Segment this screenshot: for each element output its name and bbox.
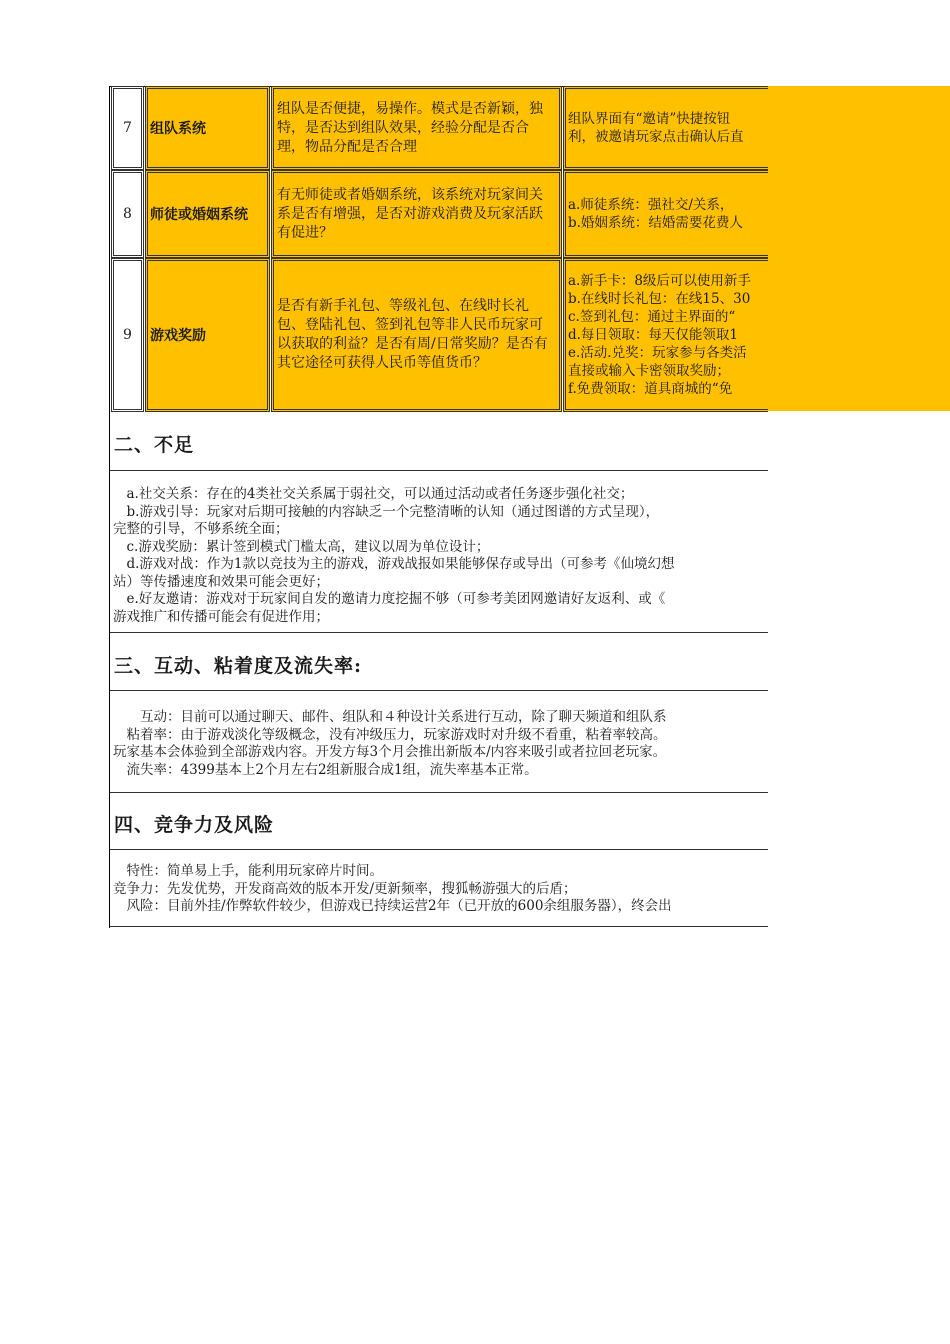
section-divider xyxy=(110,690,768,691)
paragraph-line: 风险：目前外挂/作弊软件较少，但游戏已持续运营2年（已开放的600余组服务器），终会出 xyxy=(113,898,672,914)
section-heading-competitiveness: 四、竞争力及风险 xyxy=(114,814,275,836)
table-row xyxy=(109,170,768,258)
section-divider xyxy=(110,849,768,850)
paragraph-line: 粘着率：由于游戏淡化等级概念，没有冲级压力，玩家游戏时对升级不看重，粘着率较高。 xyxy=(113,726,667,743)
row-number: 8 xyxy=(111,170,144,258)
section-heading-shortcomings: 二、不足 xyxy=(114,434,195,456)
row-number: 7 xyxy=(111,86,144,170)
paragraph-line: 互动：目前可以通过聊天、邮件、组队和４种设计关系进行互动，除了聊天频道和组队系 xyxy=(113,709,667,725)
section-heading-interaction: 三、互动、粘着度及流失率: xyxy=(114,655,363,677)
feature-name: 游戏奖励 xyxy=(145,258,270,412)
section-divider xyxy=(110,470,768,471)
section-divider xyxy=(110,632,768,633)
criteria-description: 有无师徒或者婚姻系统，该系统对玩家间关系是否有增强，是否对游戏消费及玩家活跃有促进？ xyxy=(271,170,562,258)
feature-name: 师徒或婚姻系统 xyxy=(145,170,270,258)
detail-line: b.婚姻系统：结婚需要花费人 xyxy=(568,215,743,231)
print-area xyxy=(109,86,768,928)
paragraph-line: 完整的引导，不够系统全面； xyxy=(113,521,289,537)
detail-line: b.在线时长礼包：在线15、30 xyxy=(568,291,751,307)
table-row xyxy=(109,86,768,170)
paragraph-line: 特性：简单易上手，能利用玩家碎片时间。 xyxy=(113,863,383,879)
detail-line: d.每日领取：每天仅能领取1 xyxy=(568,327,739,343)
criteria-description: 组队是否便捷，易操作。模式是否新颖，独特，是否达到组队效果，经验分配是否合理，物品分配是否合理 xyxy=(271,86,562,170)
detail-line: a.新手卡：8级后可以使用新手 xyxy=(568,273,751,289)
paragraph-line: 站）等传播速度和效果可能会更好； xyxy=(113,573,329,590)
detail-line: a.师徒系统：强社交/关系， xyxy=(568,197,734,213)
paragraph-line: 流失率：4399基本上2个月左右2组新服合成1组，流失率基本正常。 xyxy=(113,761,538,778)
row-number: 9 xyxy=(111,258,144,412)
yellow-overflow-band xyxy=(768,86,950,411)
paragraph-line: e.好友邀请：游戏对于玩家间自发的邀请力度挖掘不够（可参考美团网邀请好友返利、或《 xyxy=(113,591,666,607)
feature-name: 组队系统 xyxy=(145,86,270,170)
paragraph-line: b.游戏引导：玩家对后期可接触的内容缺乏一个完整清晰的认知（通过图谱的方式呈现）， xyxy=(113,503,660,520)
detail-line: f.免费领取：道具商城的“免 xyxy=(568,381,733,397)
section-divider xyxy=(110,792,768,793)
paragraph-line: a.社交关系：存在的4类社交关系属于弱社交，可以通过活动或者任务逐步强化社交； xyxy=(113,486,634,502)
detail-line: e.活动.兑奖：玩家参与各类活 xyxy=(568,345,747,361)
table-row xyxy=(109,258,768,412)
detail-line: 直接或输入卡密领取奖励； xyxy=(568,363,730,379)
paragraph-line: 竞争力：先发优势，开发商高效的版本开发/更新频率，搜狐畅游强大的后盾； xyxy=(113,880,577,897)
evaluation-detail xyxy=(563,258,768,412)
detail-line: c.签到礼包：通过主界面的“ xyxy=(568,309,736,325)
detail-line: 利，被邀请玩家点击确认后直 xyxy=(568,129,744,145)
evaluation-detail xyxy=(563,86,768,170)
interaction-paragraph xyxy=(113,709,667,779)
paragraph-line: 玩家基本会体验到全部游戏内容。开发方每3个月会推出新版本/内容来吸引或者拉回老玩家。 xyxy=(113,744,667,760)
competitiveness-paragraph xyxy=(113,863,672,916)
paragraph-line: d.游戏对战：作为1款以竞技为主的游戏，游戏战报如果能够保存或导出（可参考《仙境幻想 xyxy=(113,556,675,572)
paragraph-line: c.游戏奖励：累计签到模式门槛太高，建议以周为单位设计； xyxy=(113,538,490,555)
shortcomings-paragraph xyxy=(113,486,675,626)
evaluation-detail xyxy=(563,170,768,258)
section-divider xyxy=(110,926,768,927)
detail-line: 组队界面有“邀请”快捷按钮 xyxy=(568,111,731,127)
criteria-description: 是否有新手礼包、等级礼包、在线时长礼包、登陆礼包、签到礼包等非人民币玩家可以获取的利益？是否有周/日常奖励？是否有其它途径可获得人民币等值货币？ xyxy=(271,258,562,412)
paragraph-line: 游戏推广和传播可能会有促进作用； xyxy=(113,608,329,625)
